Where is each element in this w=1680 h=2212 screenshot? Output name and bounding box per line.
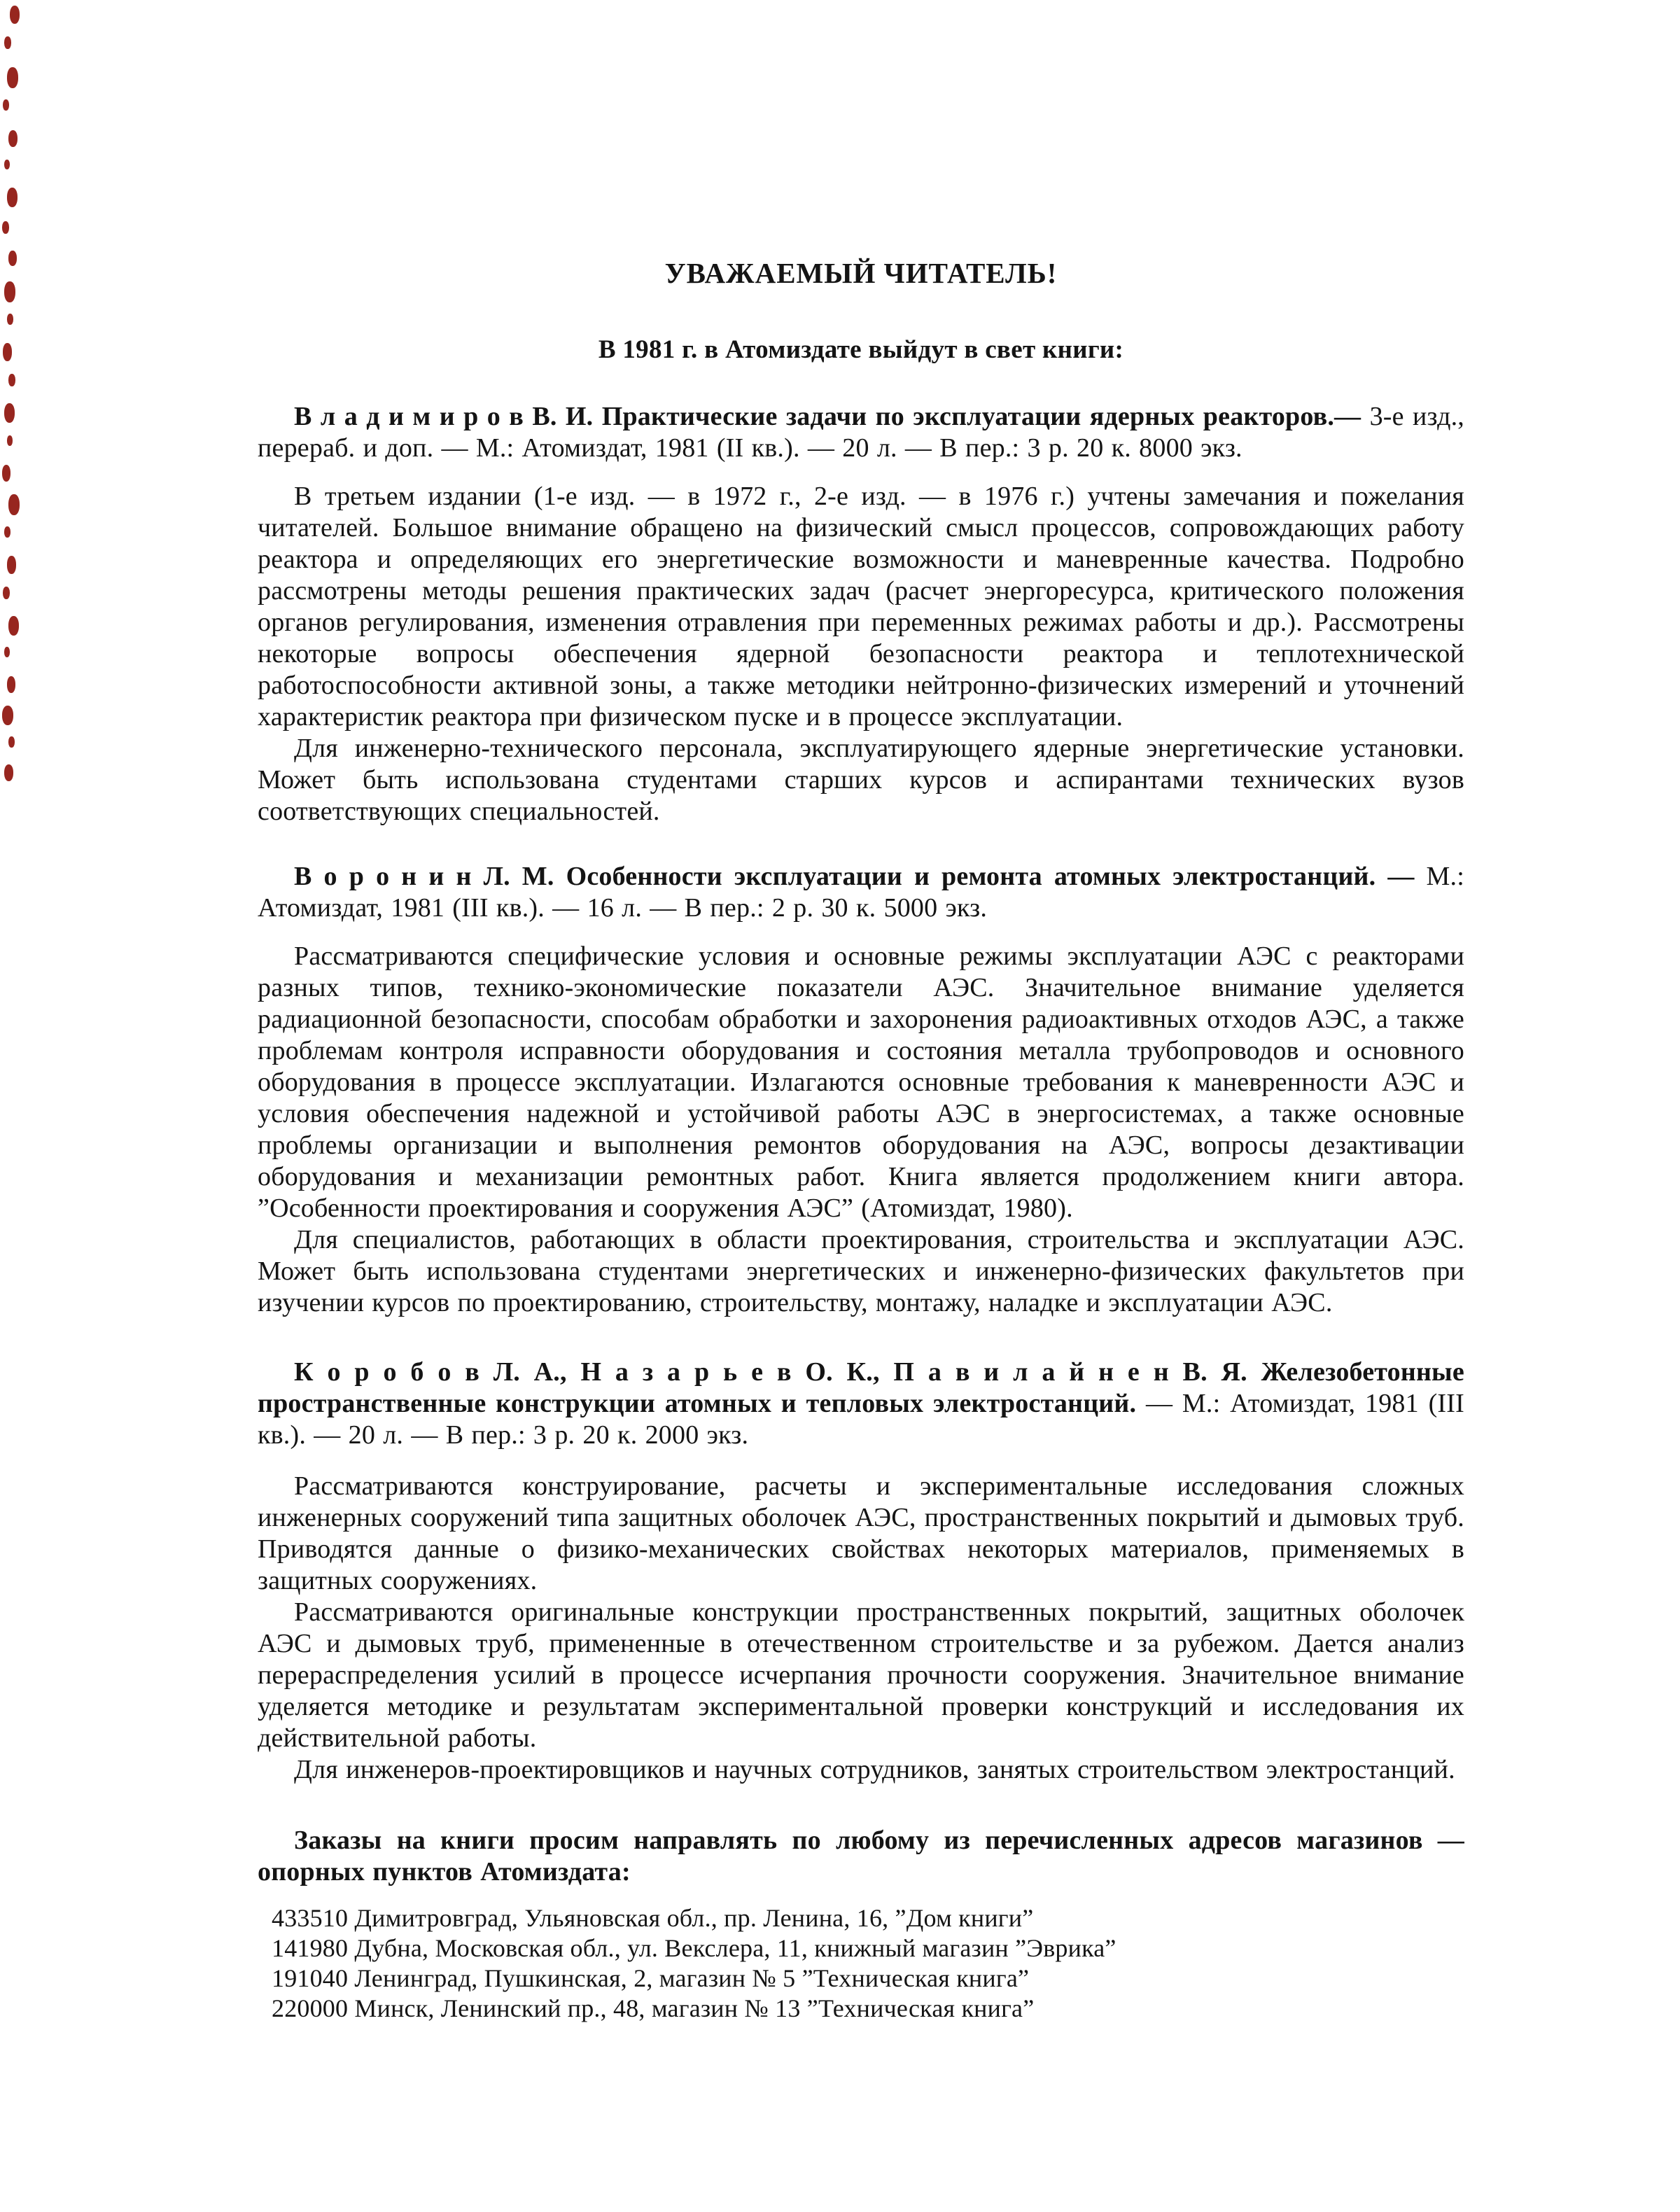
red-edge-mark — [8, 736, 15, 748]
red-edge-mark — [10, 6, 20, 24]
book-annotation-paragraph: Рассматриваются конструирование, расчеты и экспериментальные исследования сложных инженерных сооружений типа защитных оболочек АЭС, пространственных покрытий и дымовых труб. Приводятся данные о физико-механических свойствах некоторых материалов, применяемых в защитных сооружениях. — [258, 1471, 1464, 1595]
red-edge-mark — [2, 706, 13, 725]
red-edge-mark — [2, 221, 9, 234]
red-edge-mark — [7, 435, 13, 446]
page-content — [258, 0, 1464, 2024]
book-author: В о р о н и н Л. М. — [294, 862, 554, 891]
book-entry-heading — [258, 861, 1464, 924]
book-entry-heading — [258, 401, 1464, 464]
red-edge-mark — [4, 281, 15, 302]
address-line: 433510 Димитровград, Ульяновская обл., пр. Ленина, 16, ”Дом книги” — [272, 1904, 1034, 1932]
book-annotation-paragraph: Для специалистов, работающих в области проектирования, строительства и эксплуатации АЭС. Может быть использована студентами энергетических и инженерно-физических факультетов при изучении курсов по проектированию, строительству, монтажу, наладке и эксплуатации АЭС. — [258, 1225, 1464, 1317]
red-edge-mark — [7, 556, 16, 574]
red-edge-mark — [8, 130, 18, 147]
book-entry-heading — [258, 1357, 1464, 1451]
order-note: Заказы на книги просим направлять по любому из перечисленных адресов магазинов — опорных пунктов Атомиздата: — [258, 1826, 1464, 1886]
red-edge-mark — [4, 526, 10, 538]
book-imprint: 3-е изд., перераб. и доп. — М.: Атомиздат, 1981 (II кв.). — 20 л. — В пер.: 3 р. 20 к. 8000 экз. — [258, 402, 1465, 463]
red-edge-mark — [4, 36, 11, 49]
book-title: Железобетонные пространственные конструкции атомных и тепловых электростанций. — [258, 1357, 1464, 1418]
red-edge-mark — [4, 160, 10, 169]
book-annotation-paragraph: Для инженеров-проектировщиков и научных сотрудников, занятых строительством электростанций. — [294, 1755, 1455, 1784]
red-edge-mark — [7, 188, 18, 207]
address-list — [258, 1903, 1464, 2024]
red-edge-mark — [8, 616, 19, 636]
red-edge-mark — [8, 374, 15, 386]
red-edge-mark — [4, 647, 10, 657]
address-line: 191040 Ленинград, Пушкинская, 2, магазин № 5 ”Техническая книга” — [272, 1964, 1030, 1992]
page-title: УВАЖАЕМЫЙ ЧИТАТЕЛЬ! — [664, 257, 1058, 289]
book-annotation-paragraph: Рассматриваются оригинальные конструкции пространственных покрытий, защитных оболочек АЭС и дымовых труб, примененные в отечественном строительстве и за рубежом. Дается анализ перераспределения усилий в процессе исчерпания прочности сооружения. Значительное внимание уделяется методике и результатам экспериментальной проверки конструкций и исследования их действительной работы. — [258, 1597, 1464, 1753]
book-author: В л а д и м и р о в В. И. — [294, 402, 594, 431]
scan-edge-marks — [0, 0, 49, 840]
book-imprint: — М.: Атомиздат, 1981 (III кв.). — 20 л. — В пер.: 3 р. 20 к. 2000 экз. — [258, 1389, 1464, 1450]
red-edge-mark — [3, 99, 9, 111]
red-edge-mark — [4, 764, 13, 781]
red-edge-mark — [7, 314, 13, 325]
address-line: 220000 Минск, Ленинский пр., 48, магазин № 13 ”Техническая книга” — [272, 1994, 1035, 2022]
red-edge-mark — [3, 343, 12, 361]
red-edge-mark — [3, 587, 10, 599]
red-edge-mark — [2, 465, 10, 482]
address-line: 141980 Дубна, Московская обл., ул. Векслера, 11, книжный магазин ”Эврика” — [272, 1934, 1116, 1962]
book-title: Особенности эксплуатации и ремонта атомных электростанций. — — [566, 862, 1415, 891]
red-edge-mark — [4, 403, 15, 423]
announcement-line: В 1981 г. в Атомиздате выйдут в свет книги: — [598, 335, 1124, 364]
red-edge-mark — [7, 67, 18, 88]
book-annotation-paragraph: В третьем издании (1-е изд. — в 1972 г., 2-е изд. — в 1976 г.) учтены замечания и пожелания читателей. Большое внимание обращено на физический смысл процессов, сопровождающих работу реактора и определяющих его энергетические возможности и маневренные качества. Подробно рассмотрены методы решения практических задач (расчет энергоресурса, критического положения органов регулирования, изменения отравления при переменных режимах работы и др.). Рассмотрены некоторые вопросы обеспечения ядерной безопасности реактора и теплотехнической работоспособности активной зоны, а также методики нейтронно-физических измерений и уточнений характеристик реактора при физическом пуске и в процессе эксплуатации. — [258, 482, 1464, 732]
book-annotation-paragraph: Рассматриваются специфические условия и основные режимы эксплуатации АЭС с реакторами разных типов, технико-экономические показатели АЭС. Значительное внимание уделяется радиационной безопасности, способам обработки и захоронения радиоактивных отходов АЭС, а также проблемам контроля исправности оборудования и состояния металла трубопроводов и основного оборудования в процессе эксплуатации. Излагаются основные требования к маневренности АЭС и условия обеспечения надежной и устойчивой работы АЭС в энергосистемах, а также основные проблемы организации и выполнения ремонтов оборудования на АЭС, вопросы дезактивации оборудования и механизации ремонтных работ. Книга является продолжением книги автора. ”Особенности проектирования и сооружения АЭС” (Атомиздат, 1980). — [258, 941, 1464, 1223]
red-edge-mark — [7, 676, 15, 693]
book-imprint: М.: Атомиздат, 1981 (III кв.). — 16 л. — В пер.: 2 р. 30 к. 5000 экз. — [258, 862, 1464, 923]
red-edge-mark — [8, 494, 20, 515]
book-title: Практические задачи по эксплуатации ядерных реакторов.— — [601, 402, 1362, 431]
red-edge-mark — [8, 251, 17, 266]
book-author: К о р о б о в Л. А., Н а з а р ь е в О. К., П а в и л а й н е н В. Я. — [294, 1357, 1247, 1387]
book-annotation-paragraph: Для инженерно-технического персонала, эксплуатирующего ядерные энергетические установки. Может быть использована студентами старших курсов и аспирантами технических вузов соответствующих специальностей. — [258, 734, 1464, 826]
